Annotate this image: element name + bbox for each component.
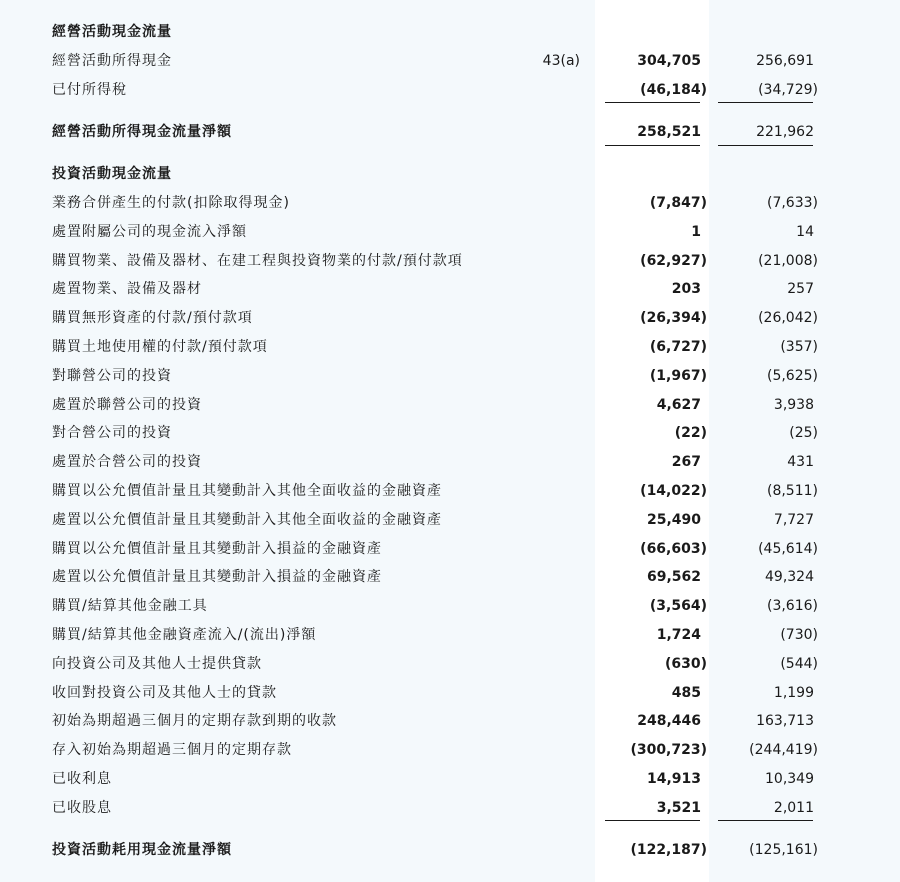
table-row <box>0 738 900 762</box>
table-row <box>0 49 900 73</box>
current-value: (62,927) <box>640 252 707 269</box>
prior-value: 14 <box>796 223 814 240</box>
total-rule <box>718 145 813 146</box>
current-value: (7,847) <box>649 195 707 211</box>
prior-value: (25) <box>789 425 818 442</box>
current-value: (6,727) <box>649 339 707 355</box>
prior-value: 3,938 <box>773 396 814 413</box>
row-label: 處置附屬公司的現金流入淨額 <box>52 223 247 240</box>
table-row <box>0 421 900 445</box>
table-row <box>0 220 900 244</box>
total-label: 投資活動耗用現金流量淨額 <box>52 842 232 858</box>
table-row <box>0 652 900 676</box>
row-label: 對聯營公司的投資 <box>52 367 172 384</box>
row-label: 購買無形資產的付款/預付款項 <box>52 310 253 327</box>
current-value: 1 <box>691 223 701 240</box>
table-row <box>0 479 900 503</box>
total-prior: (125,161) <box>749 842 818 858</box>
row-label: 處置以公允價值計量且其變動計入其他全面收益的金融資產 <box>52 511 442 528</box>
row-label: 處置以公允價值計量且其變動計入損益的金融資產 <box>52 569 382 586</box>
total-label: 經營活動所得現金流量淨額 <box>52 124 232 140</box>
table-row <box>0 767 900 791</box>
row-label: 初始為期超過三個月的定期存款到期的收款 <box>52 713 337 730</box>
row-label: 處置於聯營公司的投資 <box>52 396 202 413</box>
total-current: (122,187) <box>630 842 707 858</box>
table-row <box>0 537 900 561</box>
total-prior: 221,962 <box>756 124 814 140</box>
table-row <box>0 796 900 820</box>
row-label: 存入初始為期超過三個月的定期存款 <box>52 742 292 759</box>
current-value: 25,490 <box>646 511 701 528</box>
total-current: 258,521 <box>637 124 701 140</box>
prior-value: (26,042) <box>758 310 818 327</box>
section-heading <box>0 162 900 186</box>
subtotal-rule <box>605 102 700 103</box>
table-row <box>0 364 900 388</box>
prior-value: (7,633) <box>766 195 818 211</box>
row-label: 向投資公司及其他人士提供貸款 <box>52 655 262 672</box>
current-value: 304,705 <box>637 53 701 69</box>
prior-value: 7,727 <box>773 511 814 528</box>
prior-value: (34,729) <box>758 82 818 98</box>
prior-value: (730) <box>780 627 818 643</box>
table-row <box>0 565 900 589</box>
table-row <box>0 594 900 618</box>
current-value: 4,627 <box>656 396 701 413</box>
row-label: 購買/結算其他金融工具 <box>52 598 208 615</box>
row-label: 已收利息 <box>52 771 112 787</box>
table-row <box>0 709 900 733</box>
current-value: 14,913 <box>646 771 701 787</box>
prior-value: 431 <box>787 454 814 471</box>
row-note: 43(a) <box>542 53 580 69</box>
prior-value: (544) <box>780 655 818 672</box>
row-label: 收回對投資公司及其他人士的貸款 <box>52 684 277 701</box>
row-label: 購買/結算其他金融資產流入/(流出)淨額 <box>52 627 317 643</box>
prior-value: (8,511) <box>766 483 818 499</box>
row-label: 經營活動所得現金 <box>52 53 172 69</box>
table-row <box>0 450 900 474</box>
prior-value: 257 <box>787 281 814 298</box>
current-value: 485 <box>671 684 701 701</box>
row-label: 處置於合營公司的投資 <box>52 454 202 471</box>
current-value: 248,446 <box>637 713 701 730</box>
table-row <box>0 335 900 359</box>
prior-value: (45,614) <box>758 540 818 557</box>
current-value: (1,967) <box>649 367 707 384</box>
operating-heading: 經營活動現金流量 <box>52 24 172 40</box>
row-label: 購買以公允價值計量且其變動計入損益的金融資產 <box>52 540 382 557</box>
subtotal-rule <box>605 820 700 821</box>
table-row <box>0 623 900 647</box>
table-row <box>0 306 900 330</box>
prior-value: (21,008) <box>758 252 818 269</box>
row-label: 購買以公允價值計量且其變動計入其他全面收益的金融資產 <box>52 483 442 499</box>
table-row <box>0 78 900 102</box>
total-rule <box>605 145 700 146</box>
current-value: (66,603) <box>640 540 707 557</box>
prior-value: (3,616) <box>766 598 818 615</box>
table-row <box>0 508 900 532</box>
current-value: (630) <box>664 655 707 672</box>
prior-value: 49,324 <box>765 569 814 586</box>
section-heading <box>0 20 900 44</box>
current-value: (14,022) <box>640 483 707 499</box>
current-value: 1,724 <box>656 627 701 643</box>
current-value: (300,723) <box>630 742 707 759</box>
row-label: 對合營公司的投資 <box>52 425 172 442</box>
prior-value: 10,349 <box>765 771 814 787</box>
table-row <box>0 681 900 705</box>
subtotal-rule <box>718 102 813 103</box>
row-label: 購買物業、設備及器材、在建工程與投資物業的付款/預付款項 <box>52 252 463 269</box>
prior-value: 256,691 <box>756 53 814 69</box>
total-row <box>0 120 900 144</box>
subtotal-rule <box>718 820 813 821</box>
current-value: (22) <box>674 425 707 442</box>
investing-heading: 投資活動現金流量 <box>52 166 172 182</box>
prior-value: 163,713 <box>756 713 814 730</box>
row-label: 業務合併產生的付款(扣除取得現金) <box>52 195 290 211</box>
table-row <box>0 191 900 215</box>
prior-value: (357) <box>780 339 818 355</box>
current-value: 3,521 <box>656 799 701 816</box>
row-label: 已收股息 <box>52 799 112 816</box>
table-row <box>0 249 900 273</box>
current-value: 203 <box>671 281 701 298</box>
prior-value: (244,419) <box>749 742 818 759</box>
current-value: (3,564) <box>649 598 707 615</box>
table-row <box>0 277 900 301</box>
row-label: 已付所得稅 <box>52 82 127 98</box>
row-label: 購買土地使用權的付款/預付款項 <box>52 339 268 355</box>
prior-value: 1,199 <box>773 684 814 701</box>
current-value: (46,184) <box>640 82 707 98</box>
total-row <box>0 838 900 862</box>
prior-value: 2,011 <box>773 799 814 816</box>
prior-value: (5,625) <box>766 367 818 384</box>
table-row <box>0 393 900 417</box>
current-value: 267 <box>671 454 701 471</box>
current-value: (26,394) <box>640 310 707 327</box>
current-value: 69,562 <box>646 569 701 586</box>
row-label: 處置物業、設備及器材 <box>52 281 202 298</box>
